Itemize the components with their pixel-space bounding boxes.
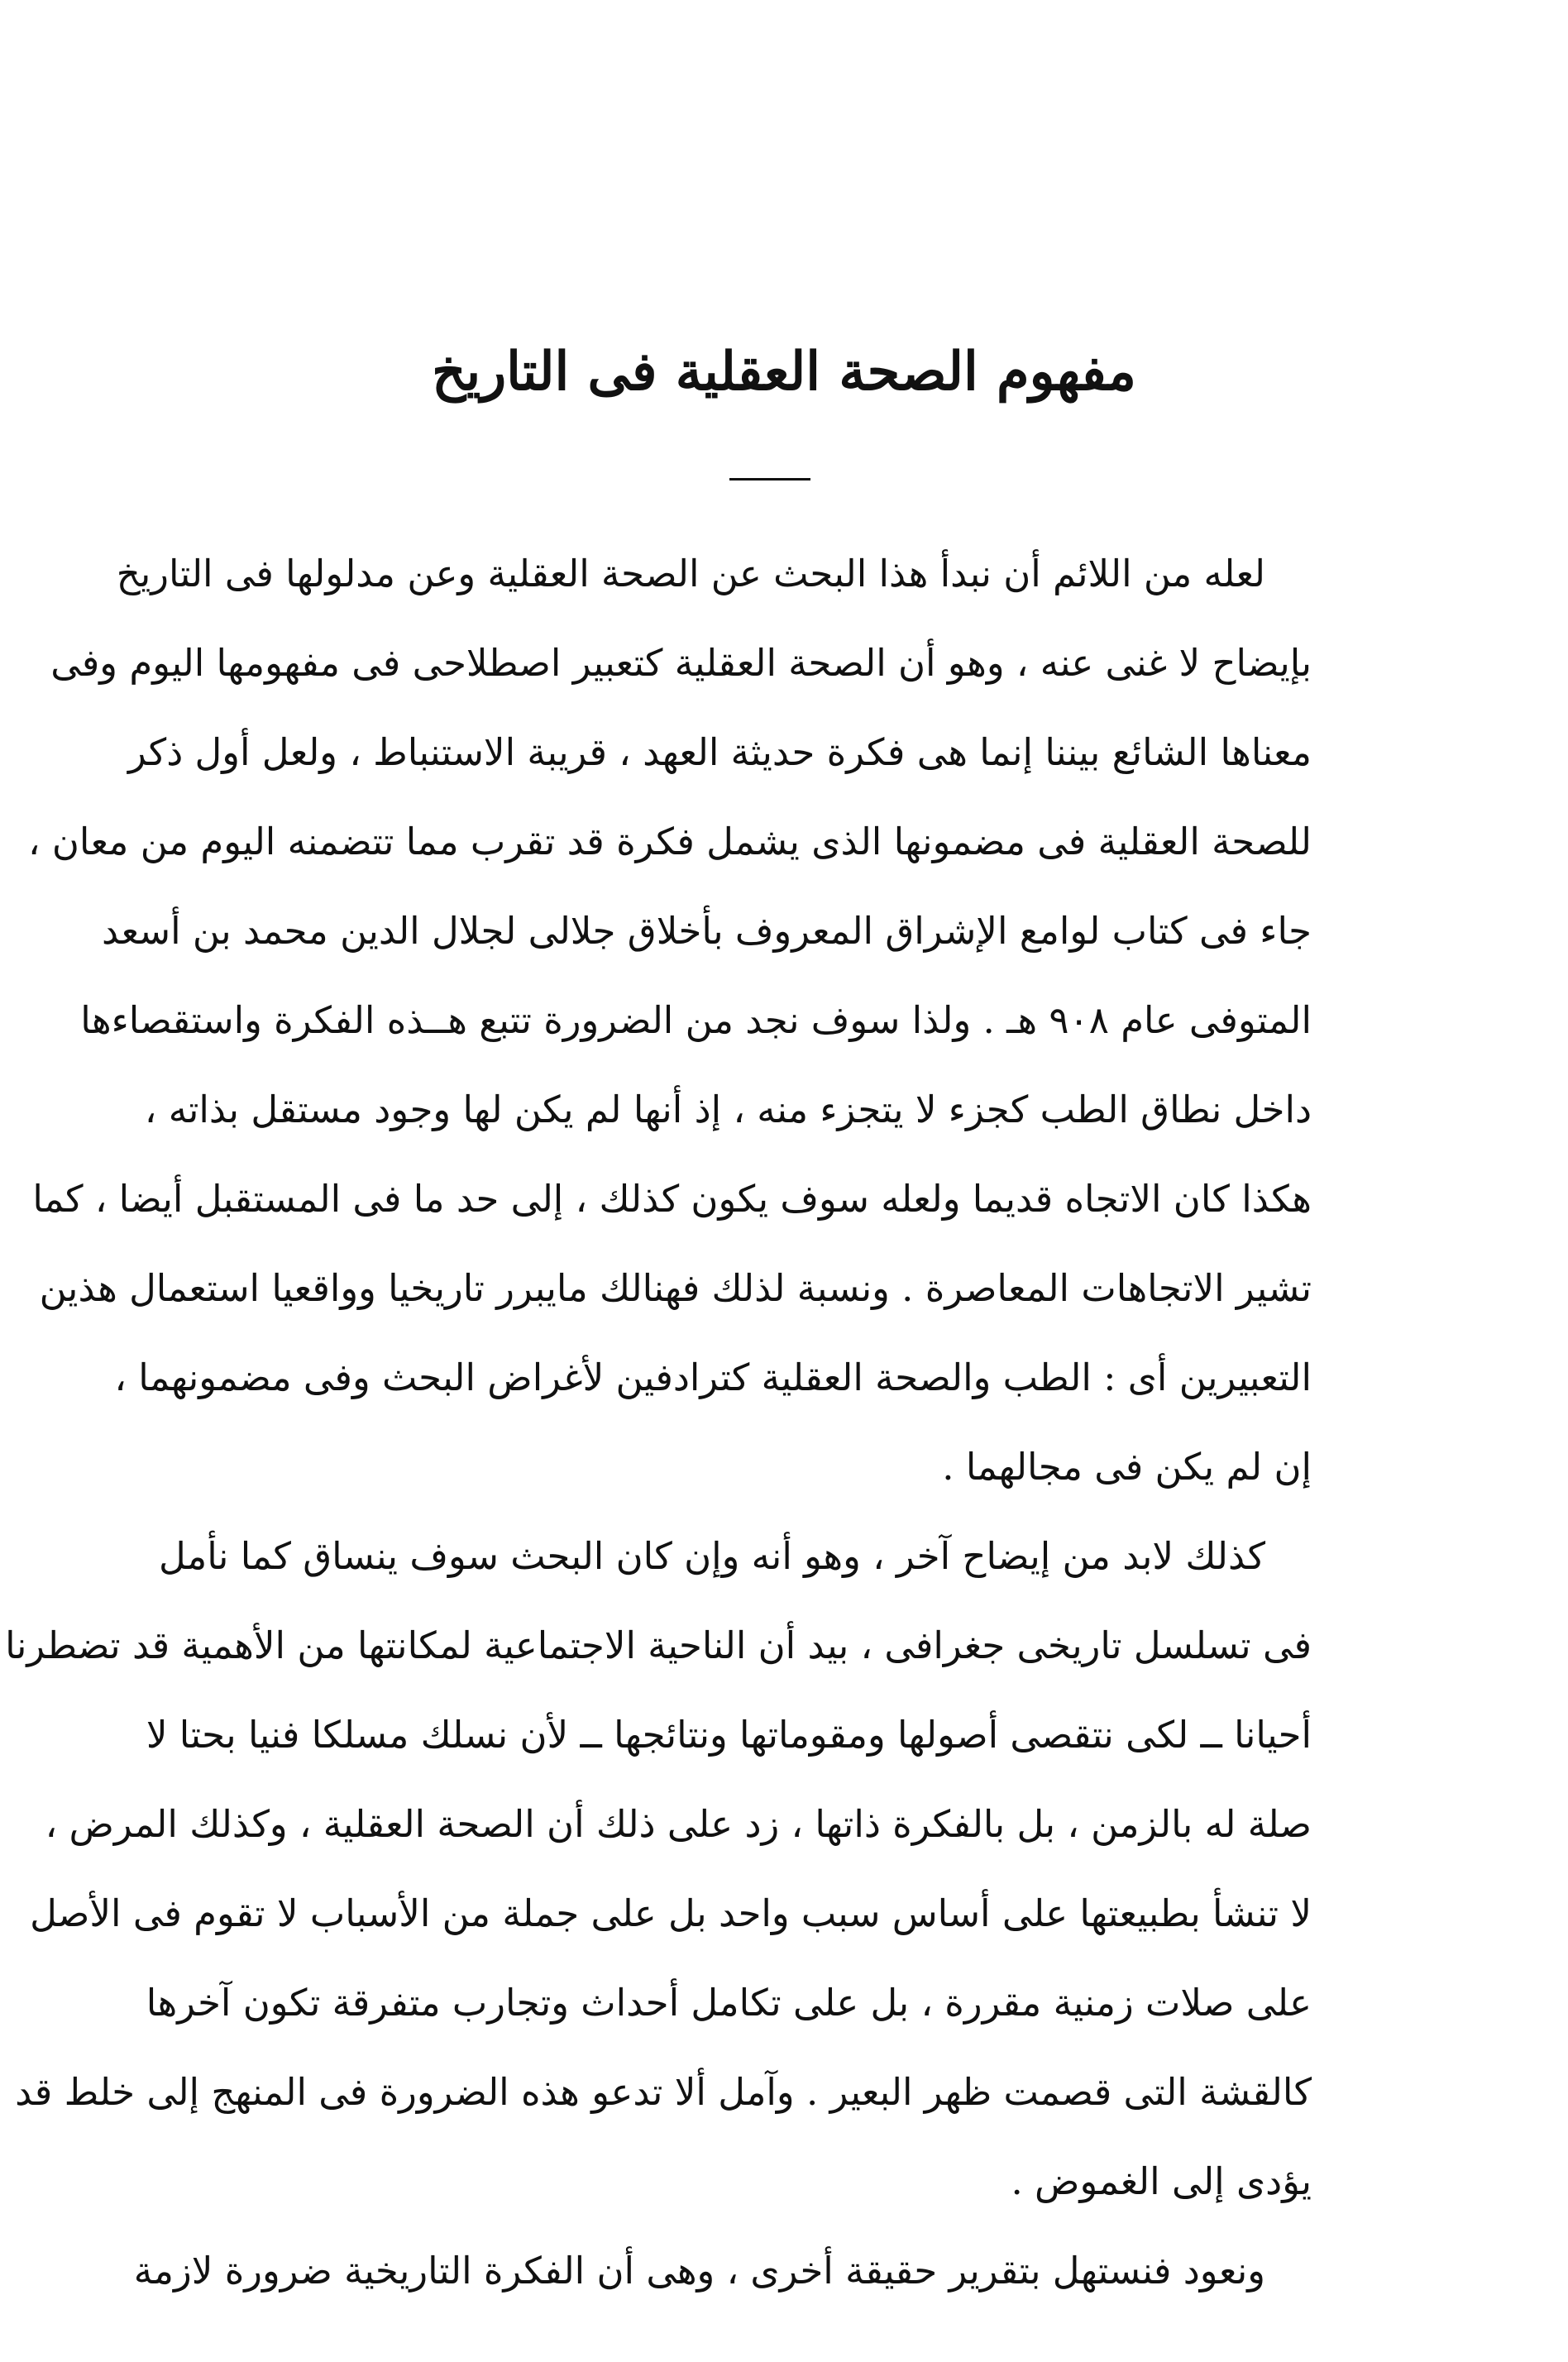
text-line: أحيانا ــ لكى نتقصى أصولها ومقوماتها ونتائجها ــ لأن نسلك مسلكا فنيا بحتا لا (146, 1713, 1312, 1757)
text-line: على صلات زمنية مقررة ، بل على تكامل أحداث وتجارب متفرقة تكون آخرها (146, 1981, 1312, 2025)
text-line: بإيضاح لا غنى عنه ، وهو أن الصحة العقلية كتعبير اصطلاحى فى مفهومها اليوم وفى (50, 641, 1312, 685)
text-line: كذلك لابد من إيضاح آخر ، وهو أنه وإن كان البحث سوف ينساق كما نأمل (159, 1534, 1265, 1578)
body-text (5, 529, 1312, 2316)
text-line: يؤدى إلى الغموض . (1011, 2159, 1312, 2203)
text-line: لعله من اللائم أن نبدأ هذا البحث عن الصحة العقلية وعن مدلولها فى التاريخ (116, 552, 1265, 595)
text-line: ونعود فنستهل بتقرير حقيقة أخرى ، وهى أن الفكرة التاريخية ضرورة لازمة (133, 2249, 1265, 2293)
paragraph-1 (28, 529, 1312, 1512)
paragraph-3 (133, 2226, 1312, 2316)
text-line: جاء فى كتاب لوامع الإشراق المعروف بأخلاق جلالى لجلال الدين محمد بن أسعد (102, 909, 1312, 953)
text-line: داخل نطاق الطب كجزء لا يتجزء منه ، إذ أنها لم يكن لها وجود مستقل بذاته ، (144, 1088, 1312, 1131)
title-divider (729, 478, 810, 481)
text-line: المتوفى عام ٩٠٨ هـ . ولذا سوف نجد من الضرورة تتبع هــذه الفكرة واستقصاءها (80, 998, 1312, 1042)
text-line: فى تسلسل تاريخى جغرافى ، بيد أن الناحية الاجتماعية لمكانتها من الأهمية قد تضطرنا (5, 1623, 1312, 1667)
text-line: للصحة العقلية فى مضمونها الذى يشمل فكرة قد تقرب مما تتضمنه اليوم من معان ، (28, 820, 1312, 863)
text-line: تشير الاتجاهات المعاصرة . ونسبة لذلك فهنالك مايبرر تاريخيا وواقعيا استعمال هذين (39, 1266, 1312, 1310)
text-line: التعبيرين أى : الطب والصحة العقلية كترادفين لأغراض البحث وفى مضمونهما ، (114, 1356, 1312, 1399)
text-line: صلة له بالزمن ، بل بالفكرة ذاتها ، زد على ذلك أن الصحة العقلية ، وكذلك المرض ، (45, 1802, 1312, 1846)
text-line: معناها الشائع بيننا إنما هى فكرة حديثة العهد ، قريبة الاستنباط ، ولعل أول ذكر (127, 730, 1312, 774)
text-line: هكذا كان الاتجاه قديما ولعله سوف يكون كذلك ، إلى حد ما فى المستقبل أيضا ، كما (32, 1177, 1312, 1221)
text-line: إن لم يكن فى مجالهما . (942, 1445, 1312, 1489)
text-line: كالقشة التى قصمت ظهر البعير . وآمل ألا تدعو هذه الضرورة فى المنهج إلى خلط قد (15, 2070, 1312, 2114)
paragraph-2 (5, 1512, 1312, 2226)
text-line: لا تنشأ بطبيعتها على أساس سبب واحد بل على جملة من الأسباب لا تقوم فى الأصل (30, 1891, 1312, 1935)
page-title: مفهوم الصحة العقلية فى التاريخ (432, 341, 1136, 403)
